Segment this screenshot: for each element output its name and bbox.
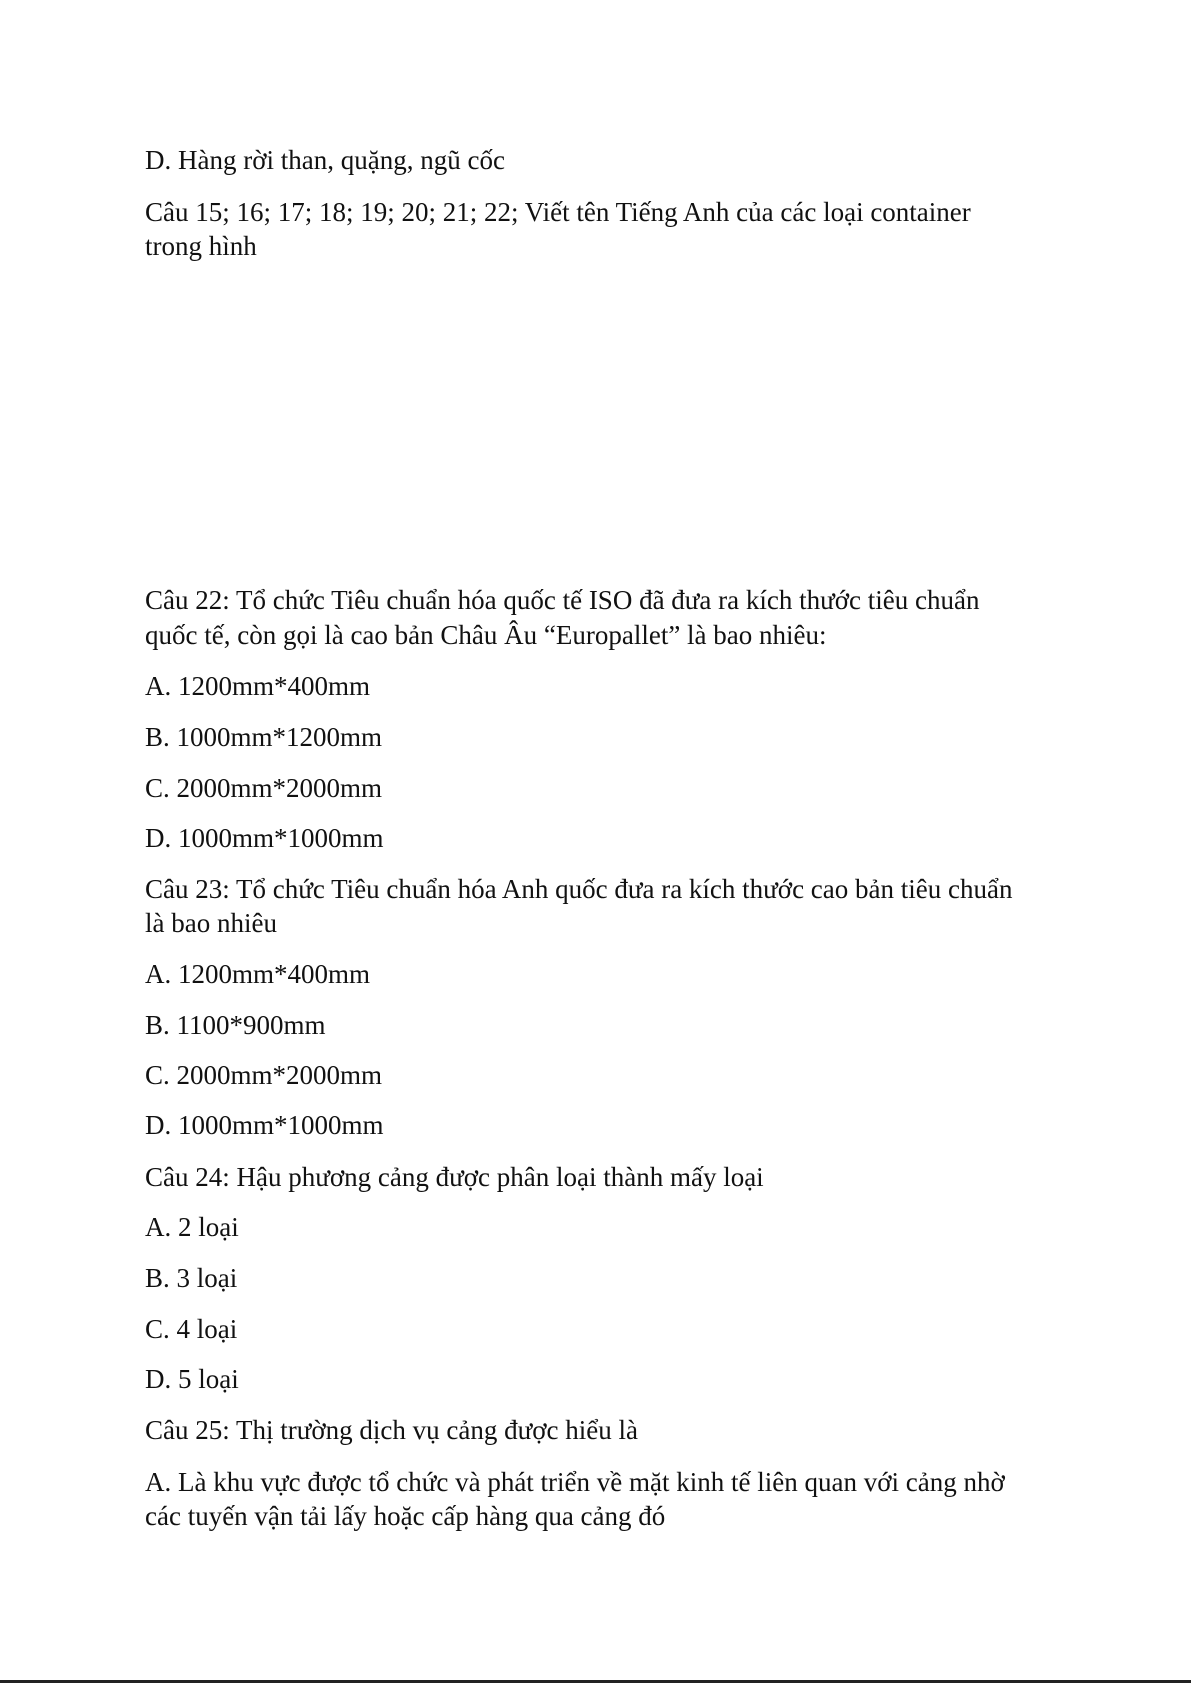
q25-option-a-line-1: A. Là khu vực được tổ chức và phát triển về mặt kinh tế liên quan với cảng nhờ: [145, 1467, 1005, 1497]
q23-question-line-2: là bao nhiêu: [145, 908, 277, 938]
q22-question-line-1: Câu 22: Tổ chức Tiêu chuẩn hóa quốc tế ISO đã đưa ra kích thước tiêu chuẩn: [145, 585, 980, 615]
q23-question-line-1: Câu 23: Tổ chức Tiêu chuẩn hóa Anh quốc đưa ra kích thước cao bản tiêu chuẩn: [145, 874, 1013, 904]
q23-option-d: D. 1000mm*1000mm: [145, 1110, 384, 1140]
page-bottom-rule: [0, 1680, 1191, 1683]
q24-option-b: B. 3 loại: [145, 1263, 238, 1293]
q23-option-c: C. 2000mm*2000mm: [145, 1060, 383, 1090]
q24-question: Câu 24: Hậu phương cảng được phân loại thành mấy loại: [145, 1162, 764, 1192]
q25-option-a-line-2: các tuyến vận tải lấy hoặc cấp hàng qua cảng đó: [145, 1501, 666, 1531]
q15-22-question-line-1: Câu 15; 16; 17; 18; 19; 20; 21; 22; Viết tên Tiếng Anh của các loại container: [145, 197, 971, 227]
q23-option-b: B. 1100*900mm: [145, 1010, 326, 1040]
q22-option-c: C. 2000mm*2000mm: [145, 773, 383, 803]
q24-option-d: D. 5 loại: [145, 1364, 239, 1394]
q22-question-line-2: quốc tế, còn gọi là cao bản Châu Âu “Europallet” là bao nhiêu:: [145, 620, 827, 650]
q24-option-a: A. 2 loại: [145, 1212, 239, 1242]
image-placeholder-area: [145, 275, 1045, 565]
q14-option-d: D. Hàng rời than, quặng, ngũ cốc: [145, 145, 505, 175]
q22-option-b: B. 1000mm*1200mm: [145, 722, 383, 752]
q15-22-question-line-2: trong hình: [145, 231, 257, 261]
q22-option-d: D. 1000mm*1000mm: [145, 823, 384, 853]
q24-option-c: C. 4 loại: [145, 1314, 238, 1344]
q23-option-a: A. 1200mm*400mm: [145, 959, 371, 989]
q22-option-a: A. 1200mm*400mm: [145, 671, 371, 701]
q25-question: Câu 25: Thị trường dịch vụ cảng được hiểu là: [145, 1415, 638, 1445]
